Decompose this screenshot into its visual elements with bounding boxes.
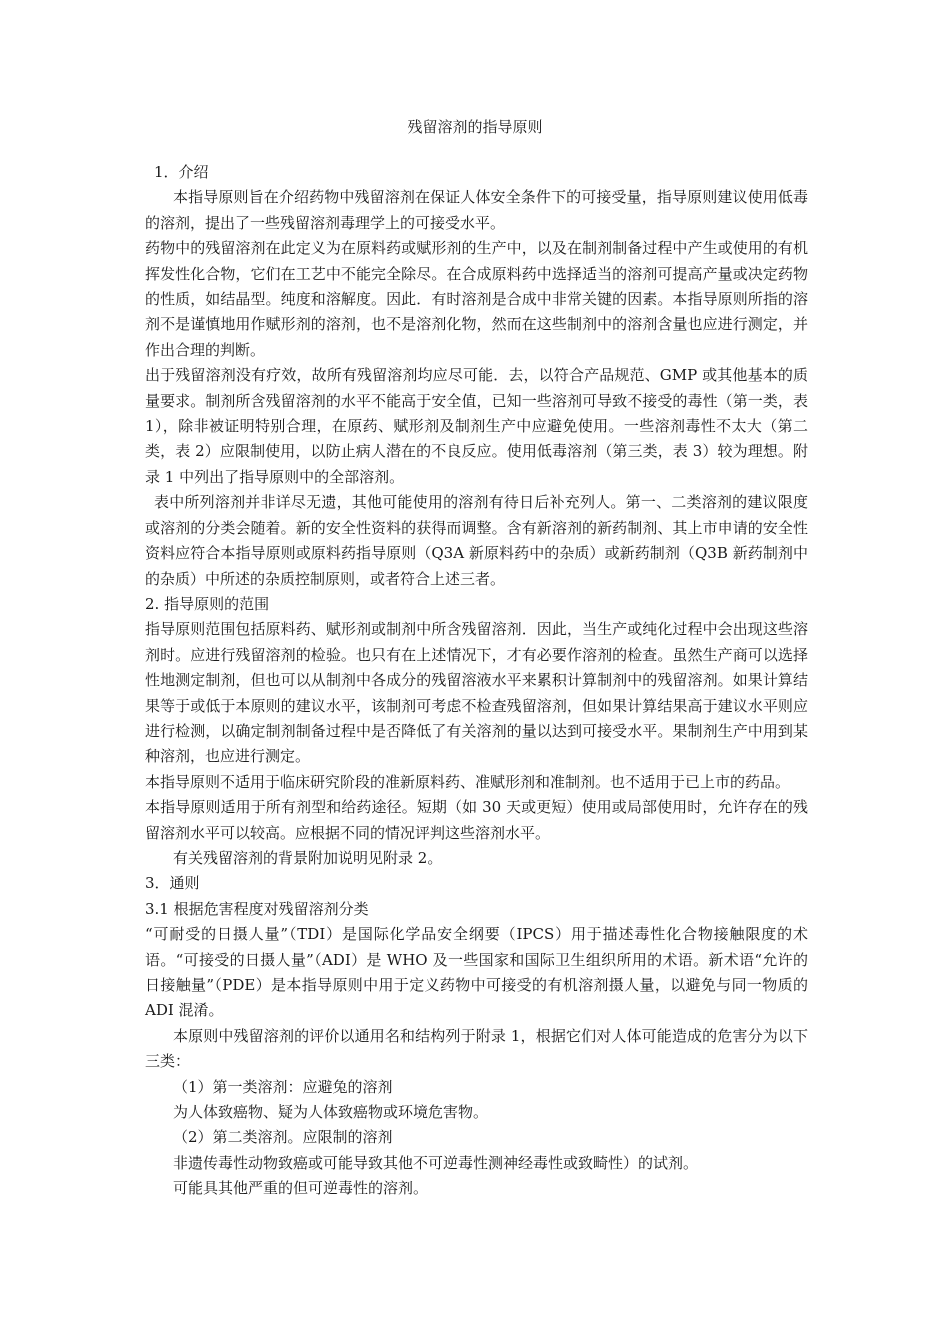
document-body (145, 160, 808, 1202)
list-heading-class-2: （2）第二类溶剂。应限制的溶剂 (173, 1128, 393, 1147)
paragraph: 本指导原则不适用于临床研究阶段的准新原料药、准赋形剂和准制剂。也不适用于已上市的药品。 (145, 772, 791, 791)
list-item: 为人体致癌物、疑为人体致癌物或环境危害物。 (173, 1103, 489, 1122)
paragraph: 药物中的残留溶剂在此定义为在原料药或赋形剂的生产中，以及在制剂制备过程中产生或使用的有机挥发性化合物，它们在工艺中不能完全除尽。在合成原料药中选择适当的溶剂可提高产量或决定药物的性质，如结晶型。纯度和溶解度。因此．有时溶剂是合成中非常关键的因素。本指导原则所指的溶剂不是谨慎地用作赋形剂的溶剂，也不是溶剂化物，然而在这些制剂中的溶剂含量也应进行测定，并作出合理的判断。 (145, 239, 808, 359)
subsection-heading-classification: 3.1 根据危害程度对残留溶剂分类 (145, 899, 369, 918)
list-item: 非遗传毒性动物致癌或可能导致其他不可逆毒性测神经毒性或致畸性）的试剂。 (173, 1153, 699, 1172)
paragraph: 指导原则范围包括原料药、赋形剂或制剂中所含残留溶剂．因此，当生产或纯化过程中会出现这些溶剂时。应进行残留溶剂的检验。也只有在上述情况下，才有必要作溶剂的检查。虽然生产商可以选择性地测定制剂，但也可以从制剂中各成分的残留溶液水平来累积计算制剂中的残留溶剂。如果计算结果等于或低于本原则的建议水平，该制剂可考虑不检查残留溶剂，但如果计算结果高于建议水平则应进行检测，以确定制剂制备过程中是否降低了有关溶剂的量以达到可接受水平。果制剂生产中用到某种溶剂，也应进行测定。 (145, 620, 808, 766)
paragraph: 本指导原则旨在介绍药物中残留溶剂在保证人体安全条件下的可接受量，指导原则建议使用低毒的溶剂，提出了一些残留溶剂毒理学上的可接受水平。 (145, 188, 808, 232)
paragraph: 本指导原则适用于所有剂型和给药途径。短期（如 30 天或更短）使用或局部使用时，允许存在的残留溶剂水平可以较高。应根据不同的情况评判这些溶剂水平。 (145, 798, 808, 842)
list-heading-class-1: （1）第一类溶剂：应避兔的溶剂 (173, 1077, 393, 1096)
section-heading-general: 3．通则 (145, 874, 200, 893)
paragraph: 本原则中残留溶剂的评价以通用名和结构列于附录 1，根据它们对人体可能造成的危害分为以下三类： (145, 1026, 808, 1071)
paragraph: “可耐受的日摄人量”（TDI）是国际化学品安全纲要（IPCS）用于描述毒性化合物接触限度的术语。“可接受的日摄人量”（ADI）是 WHO 及一些国家和国际卫生组织所用的术语。新术语“允许的日接触量”（PDE）是本指导原则中用于定义药物中可接受的有机溶剂摄人量，以避免与同一物质的 ADI 混淆。 (145, 925, 808, 1020)
paragraph: 表中所列溶剂并非详尽无遗，其他可能使用的溶剂有待日后补充列人。第一、二类溶剂的建议限度或溶剂的分类会随着。新的安全性资料的获得而调整。含有新溶剂的新药制剂、其上市申请的安全性资料应符合本指导原则或原料药指导原则（Q3A 新原料药中的杂质）或新药制剂（Q3B 新药制剂中的杂质）中所述的杂质控制原则，或者符合上述三者。 (145, 493, 808, 588)
list-item: 可能具其他严重的但可逆毒性的溶剂。 (173, 1179, 429, 1198)
paragraph: 有关残留溶剂的背景附加说明见附录 2。 (173, 848, 443, 867)
document-title: 残留溶剂的指导原则 (407, 118, 543, 136)
section-heading-introduction: 1．介绍 (154, 163, 209, 181)
section-heading-scope: 2. 指导原则的范围 (145, 594, 270, 613)
paragraph: 出于残留溶剂没有疗效，故所有残留溶剂均应尽可能．去，以符合产品规范、GMP 或其他基本的质量要求。制剂所含残留溶剂的水平不能高于安全值，已知一些溶剂可导致不接受的毒性（第一类，表 1），除非被证明特别合理，在原药、赋形剂及制剂生产中应避免使用。一些溶剂毒性不太大（第二类，表 2）应限制使用，以防止病人潜在的不良反应。使用低毒溶剂（第三类，表 3）较为理想。附录 1 中列出了指导原则中的全部溶剂。 (145, 366, 808, 486)
